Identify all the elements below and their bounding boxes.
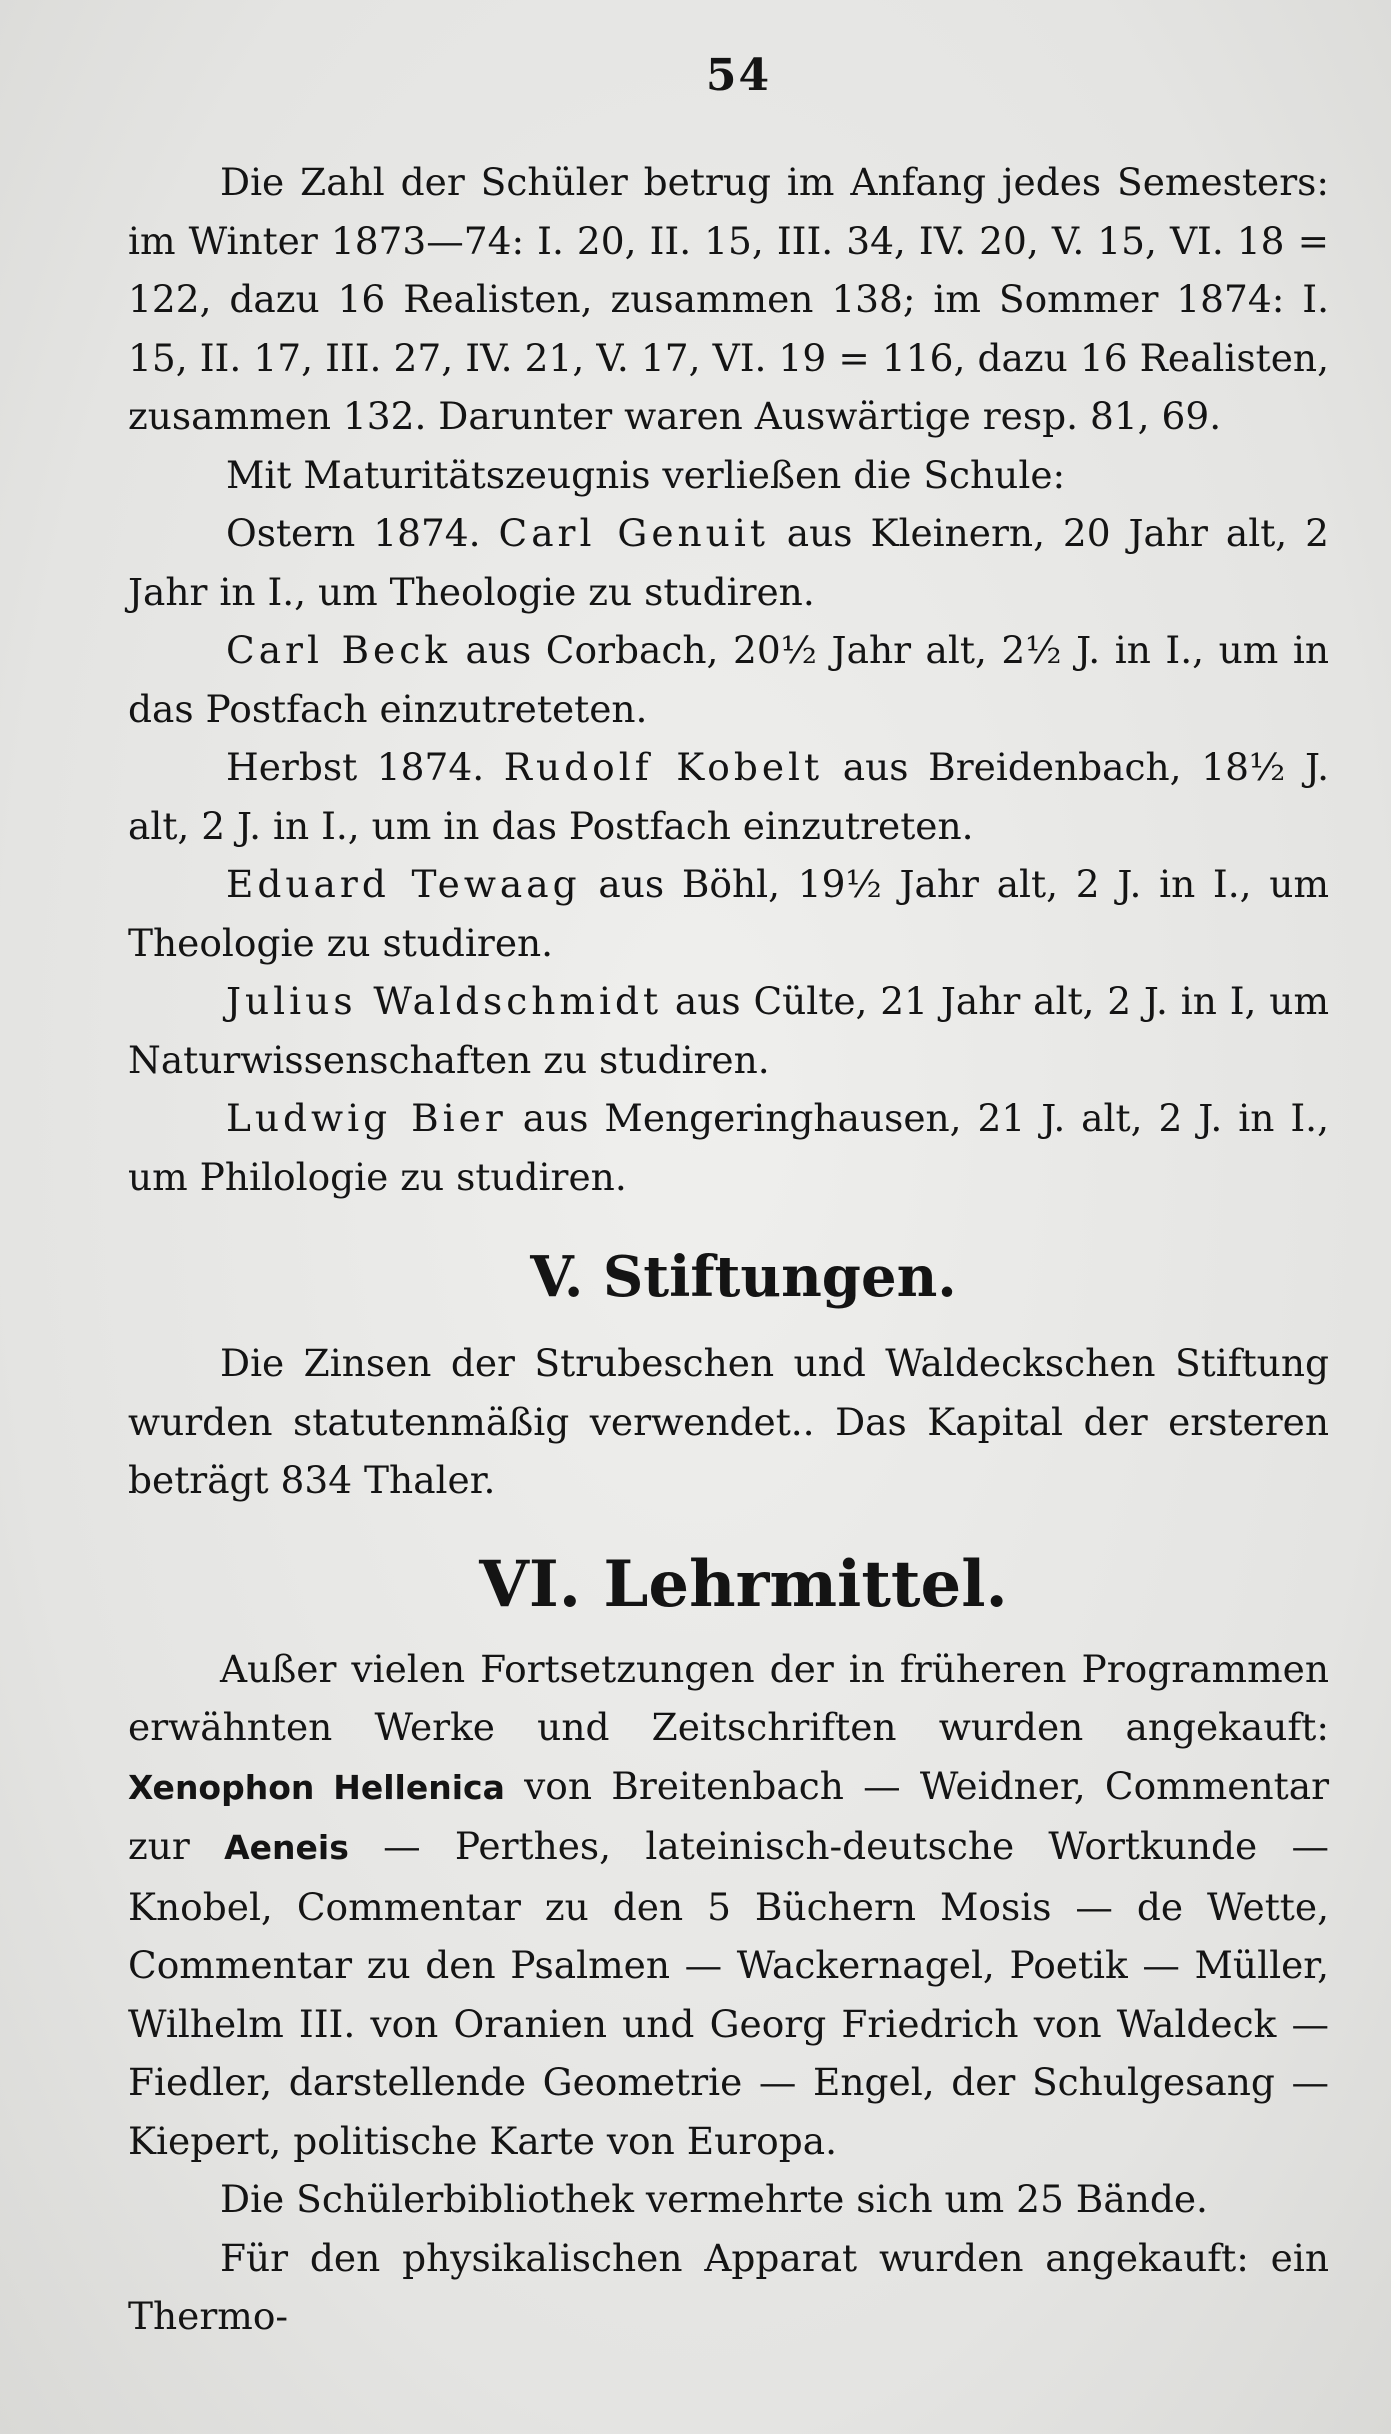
graduate-name: Rudolf Kobelt [503, 745, 824, 789]
graduate-entry [128, 738, 1329, 855]
lehrmittel-text: — Perthes, lateinisch-deutsche Wortkunde — Knobel, Commentar zu den 5 Büchern Mosis — de Wette, Commentar zu den Psalmen — Wackernagel, Poetik — Müller, Wilhelm III. von Oranien und Georg Friedrich von Waldeck — Fiedler, darstellende Geometrie — Engel, der Schulgesang — Kiepert, politische Karte von Europa. [128, 1824, 1329, 2163]
graduate-details: aus Corbach, 20½ Jahr alt, 2½ J. in I., um in das Postfach einzutreteten. [128, 628, 1329, 731]
lehrmittel-text: von Breitenbach — Weidner, Commentar zur [128, 1763, 1329, 1868]
graduate-details: aus Kleinern, 20 Jahr alt, 2 Jahr in I., um Theologie zu studiren. [128, 511, 1329, 614]
graduate-name: Julius Waldschmidt [226, 979, 663, 1023]
graduate-entry [128, 972, 1329, 1089]
graduate-details: aus Breidenbach, 18½ J. alt, 2 J. in I., um in das Postfach einzutreten. [128, 745, 1329, 848]
graduate-date: Herbst 1874. [226, 745, 504, 789]
lehrmittel-text: Außer vielen Fortsetzungen der in früheren Programmen erwähnten Werke und Zeitschriften wurden angekauft: [128, 1646, 1329, 1749]
section-heading-lehrmittel: VI. Lehrmittel. [479, 1546, 1008, 1622]
latin-title: Xenophon Hellenica [128, 1767, 505, 1807]
graduate-details: aus Cülte, 21 Jahr alt, 2 J. in I, um Naturwissenschaften zu studiren. [128, 979, 1330, 1082]
physics-paragraph: Für den physikalischen Apparat wurden angekauft: ein Thermo- [128, 2235, 1329, 2338]
graduate-entry [128, 504, 1329, 621]
graduate-name: Carl Genuit [498, 511, 769, 555]
graduates-intro: Mit Maturitätszeugnis verließen die Schule: [226, 452, 1066, 497]
graduate-details: aus Böhl, 19½ Jahr alt, 2 J. in I., um Theologie zu studiren. [128, 862, 1330, 965]
graduate-name: Ludwig Bier [226, 1096, 507, 1140]
graduate-entry [128, 621, 1329, 738]
enrollment-paragraph: Die Zahl der Schüler betrug im Anfang jedes Semesters: im Winter 1873—74: I. 20, II. 15, III. 34, IV. 20, V. 15, VI. 18 = 122, dazu 16 Realisten, zusammen 138; im Sommer 1874: I. 15, II. 17, III. 27, IV. 21, V. 17, VI. 19 = 116, dazu 16 Realisten, zusammen 132. Darunter waren Auswärtige resp. 81, 69. [128, 160, 1329, 438]
graduate-date: Ostern 1874. [226, 511, 499, 555]
lehrmittel-paragraph [128, 1640, 1329, 2171]
graduate-name: Eduard Tewaag [226, 862, 581, 906]
page-number: 54 [705, 50, 772, 101]
section-heading-stiftungen: V. Stiftungen. [530, 1244, 957, 1310]
graduate-entry [128, 855, 1329, 972]
stiftungen-paragraph: Die Zinsen der Strubeschen und Waldeckschen Stiftung wurden statutenmäßig verwendet.. Das Kapital der ersteren beträgt 834 Thaler. [128, 1341, 1329, 1502]
latin-title: Aeneis [224, 1828, 349, 1867]
graduate-name: Carl Beck [226, 628, 451, 672]
graduate-details: aus Mengeringhausen, 21 J. alt, 2 J. in I., um Philologie zu studiren. [128, 1096, 1329, 1199]
library-paragraph: Die Schülerbibliothek vermehrte sich um 25 Bände. [220, 2177, 1208, 2221]
graduate-entry [128, 1089, 1329, 1206]
